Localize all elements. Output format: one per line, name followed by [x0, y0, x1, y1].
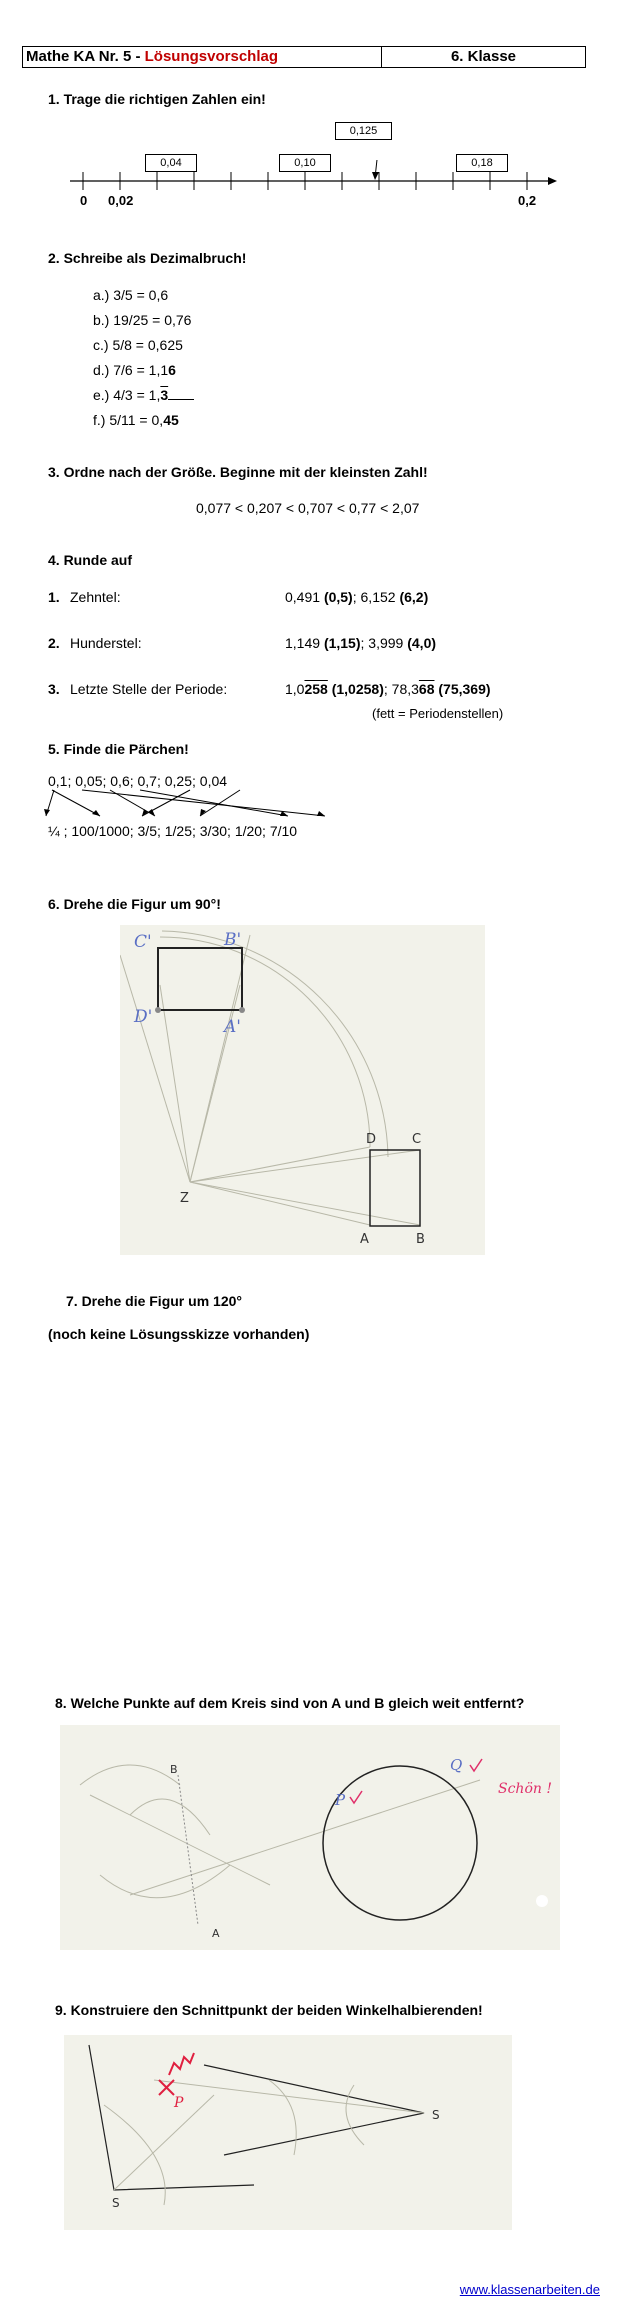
title-prefix: Mathe KA Nr. 5 - [26, 48, 145, 65]
q3-answer: 0,077 < 0,207 < 0,707 < 0,77 < 2,07 [196, 500, 420, 516]
point-b: B [416, 1232, 425, 1247]
axis-label-02: 0,2 [518, 193, 537, 208]
q1-box-2: 0,10 [279, 154, 331, 172]
header-grade: 6. Klasse [450, 48, 517, 65]
q8-circle-drawing [60, 1725, 560, 1950]
header-table [22, 46, 586, 68]
q1-box-1: 0,04 [145, 154, 197, 172]
q4-row1-num: 1. [48, 589, 60, 605]
q2-item-c: c.) 5/8 = 0,625 [93, 337, 183, 353]
point-b: B [170, 1763, 178, 1776]
q4-row3-values: 1,0258 (1,0258); 78,368 (75,369) [285, 681, 491, 697]
q4-row1-label: Zehntel: [70, 589, 121, 605]
q8-title: 8. Welche Punkte auf dem Kreis sind von A und B gleich weit entfernt? [55, 1695, 525, 1711]
q7-note: (noch keine Lösungsskizze vorhanden) [48, 1326, 310, 1342]
point-a: A [360, 1232, 369, 1247]
point-c-prime: C' [134, 932, 152, 952]
q4-note: (fett = Periodenstellen) [372, 706, 504, 721]
q4-row3-label: Letzte Stelle der Periode: [70, 681, 228, 697]
footer-link[interactable]: www.klassenarbeiten.de [459, 2282, 600, 2297]
q9-title: 9. Konstruiere den Schnittpunkt der beiden Winkelhalbierenden! [55, 2002, 483, 2018]
point-b-prime: B' [224, 930, 242, 950]
q4-row2-num: 2. [48, 635, 60, 651]
q9-angle-drawing [64, 2035, 512, 2230]
q4-title: 4. Runde auf [48, 552, 133, 568]
title-highlight: Lösungsvorschlag [144, 48, 278, 65]
q7-title: 7. Drehe die Figur um 120° [66, 1293, 242, 1309]
point-d-prime: D' [134, 1007, 153, 1027]
remark-schoen: Schön ! [498, 1781, 552, 1797]
q5-bottom-row: ¼ ; 100/1000; 3/5; 1/25; 3/30; 1/20; 7/10 [48, 823, 298, 839]
q4-row1-values: 0,491 (0,5); 6,152 (6,2) [285, 589, 429, 605]
q1-title: 1. Trage die richtigen Zahlen ein! [48, 91, 266, 107]
point-c: C [412, 1132, 422, 1147]
point-q: Q [450, 1756, 463, 1774]
q4-row2-label: Hunderstel: [70, 635, 142, 651]
axis-label-0: 0 [80, 193, 88, 208]
point-a: A [212, 1927, 220, 1940]
q5-top-row: 0,1; 0,05; 0,6; 0,7; 0,25; 0,04 [48, 773, 228, 789]
q9-sketch [64, 2035, 512, 2230]
q2-item-f: f.) 5/11 = 0,45 [93, 412, 179, 428]
q8-sketch [60, 1725, 560, 1950]
q5-matching-arrows [40, 786, 360, 826]
q6-title: 6. Drehe die Figur um 90°! [48, 896, 221, 912]
q4-row2-values: 1,149 (1,15); 3,999 (4,0) [285, 635, 437, 651]
q6-rotation-drawing [120, 925, 485, 1255]
q2-title: 2. Schreibe als Dezimalbruch! [48, 250, 247, 266]
q2-item-b: b.) 19/25 = 0,76 [93, 312, 192, 328]
q4-row3-num: 3. [48, 681, 60, 697]
axis-label-002: 0,02 [108, 193, 134, 208]
q2-item-e: e.) 4/3 = 1,3 [93, 387, 194, 403]
q3-title: 3. Ordne nach der Größe. Beginne mit der kleinsten Zahl! [48, 464, 428, 480]
q6-sketch [120, 925, 485, 1255]
header-title [23, 47, 382, 67]
point-p: P [174, 2095, 184, 2111]
q2-item-a: a.) 3/5 = 0,6 [93, 287, 169, 303]
point-s-left: S [112, 2196, 120, 2210]
point-a-prime: A' [224, 1017, 241, 1037]
point-s-right: S [432, 2108, 440, 2122]
point-p: P [335, 1791, 346, 1809]
q1-box-3: 0,125 [335, 122, 392, 140]
point-z: Z [180, 1191, 189, 1206]
point-d: D [366, 1132, 377, 1147]
q1-box-4: 0,18 [456, 154, 508, 172]
q5-title: 5. Finde die Pärchen! [48, 741, 189, 757]
q2-item-d: d.) 7/6 = 1,16 [93, 362, 176, 378]
